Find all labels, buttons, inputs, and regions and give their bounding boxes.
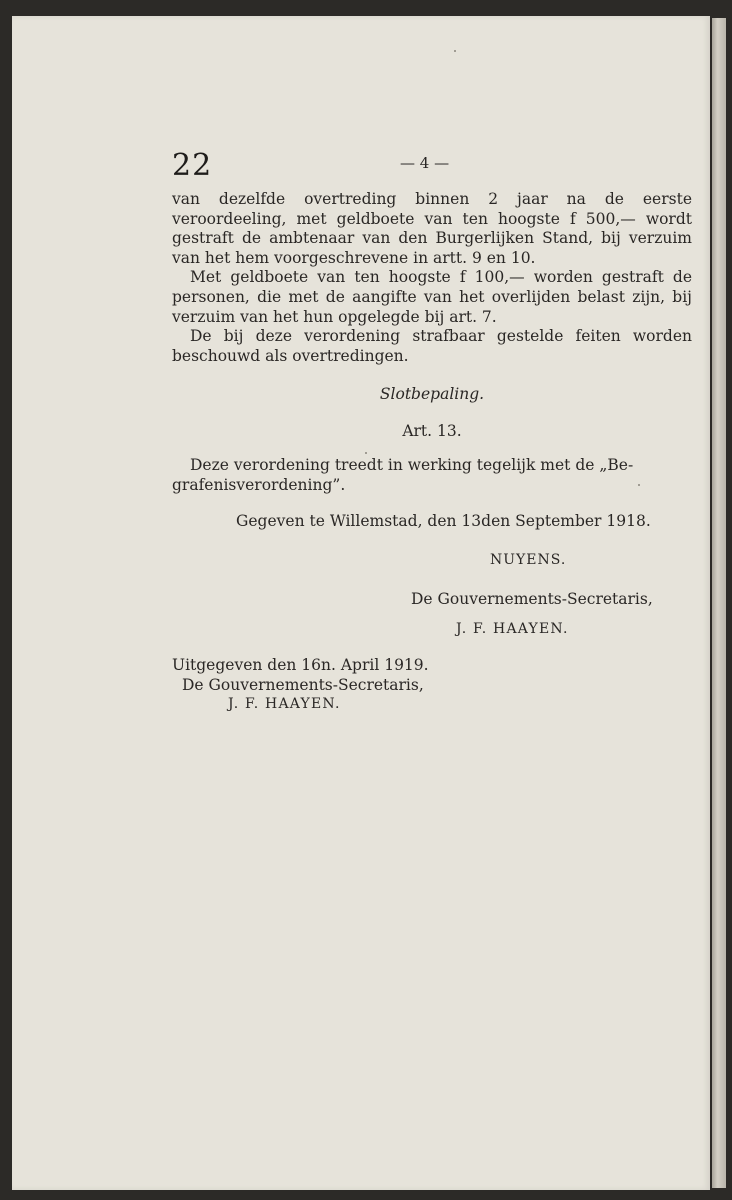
page-number: 22 xyxy=(172,148,213,183)
final-article-line: Deze verordening treedt in werking tegelijk met de „Be- xyxy=(190,456,634,474)
paper-speck xyxy=(365,452,367,454)
secretary-title: De Gouvernements-Secretaris, xyxy=(411,590,653,608)
paragraph: De bij deze verordening strafbaar gestelde feiten worden beschouwd als overtredingen. xyxy=(172,327,692,365)
paper-speck xyxy=(454,50,456,52)
article-heading: Art. 13. xyxy=(402,422,462,440)
folio: — 4 — xyxy=(400,154,450,172)
publication-secretary-name: J. F. HAAYEN. xyxy=(228,696,341,713)
section-heading: Slotbepaling. xyxy=(379,385,485,403)
paragraph: Met geldboete van ten hoogste f 100,— worden gestraft de personen, die met de aangifte van het overlijden belast zijn, bij verzuim van het hun opgelegde bij art. 7. xyxy=(172,268,692,326)
publication-note xyxy=(172,656,429,715)
signer-name: NUYENS. xyxy=(490,552,567,568)
final-article-text xyxy=(172,456,692,495)
secretary-name: J. F. HAAYEN. xyxy=(456,621,569,637)
publication-secretary-title: De Gouvernements-Secretaris, xyxy=(182,675,424,694)
publication-date: Uitgegeven den 16n. April 1919. xyxy=(172,656,429,674)
page-edge xyxy=(712,18,726,1188)
body-text xyxy=(172,190,692,366)
given-date: Gegeven te Willemstad, den 13den September 1918. xyxy=(236,512,651,530)
paragraph: van dezelfde overtreding binnen 2 jaar na de eerste veroordeeling, met geldboete van ten hoogste f 500,— wordt gestraft de ambtenaar van den Burgerlijken Stand, bij verzuim van het hem voorgeschrevene in artt. 9 en 10. xyxy=(172,190,692,267)
final-article-line: grafenisverordening”. xyxy=(172,475,346,494)
